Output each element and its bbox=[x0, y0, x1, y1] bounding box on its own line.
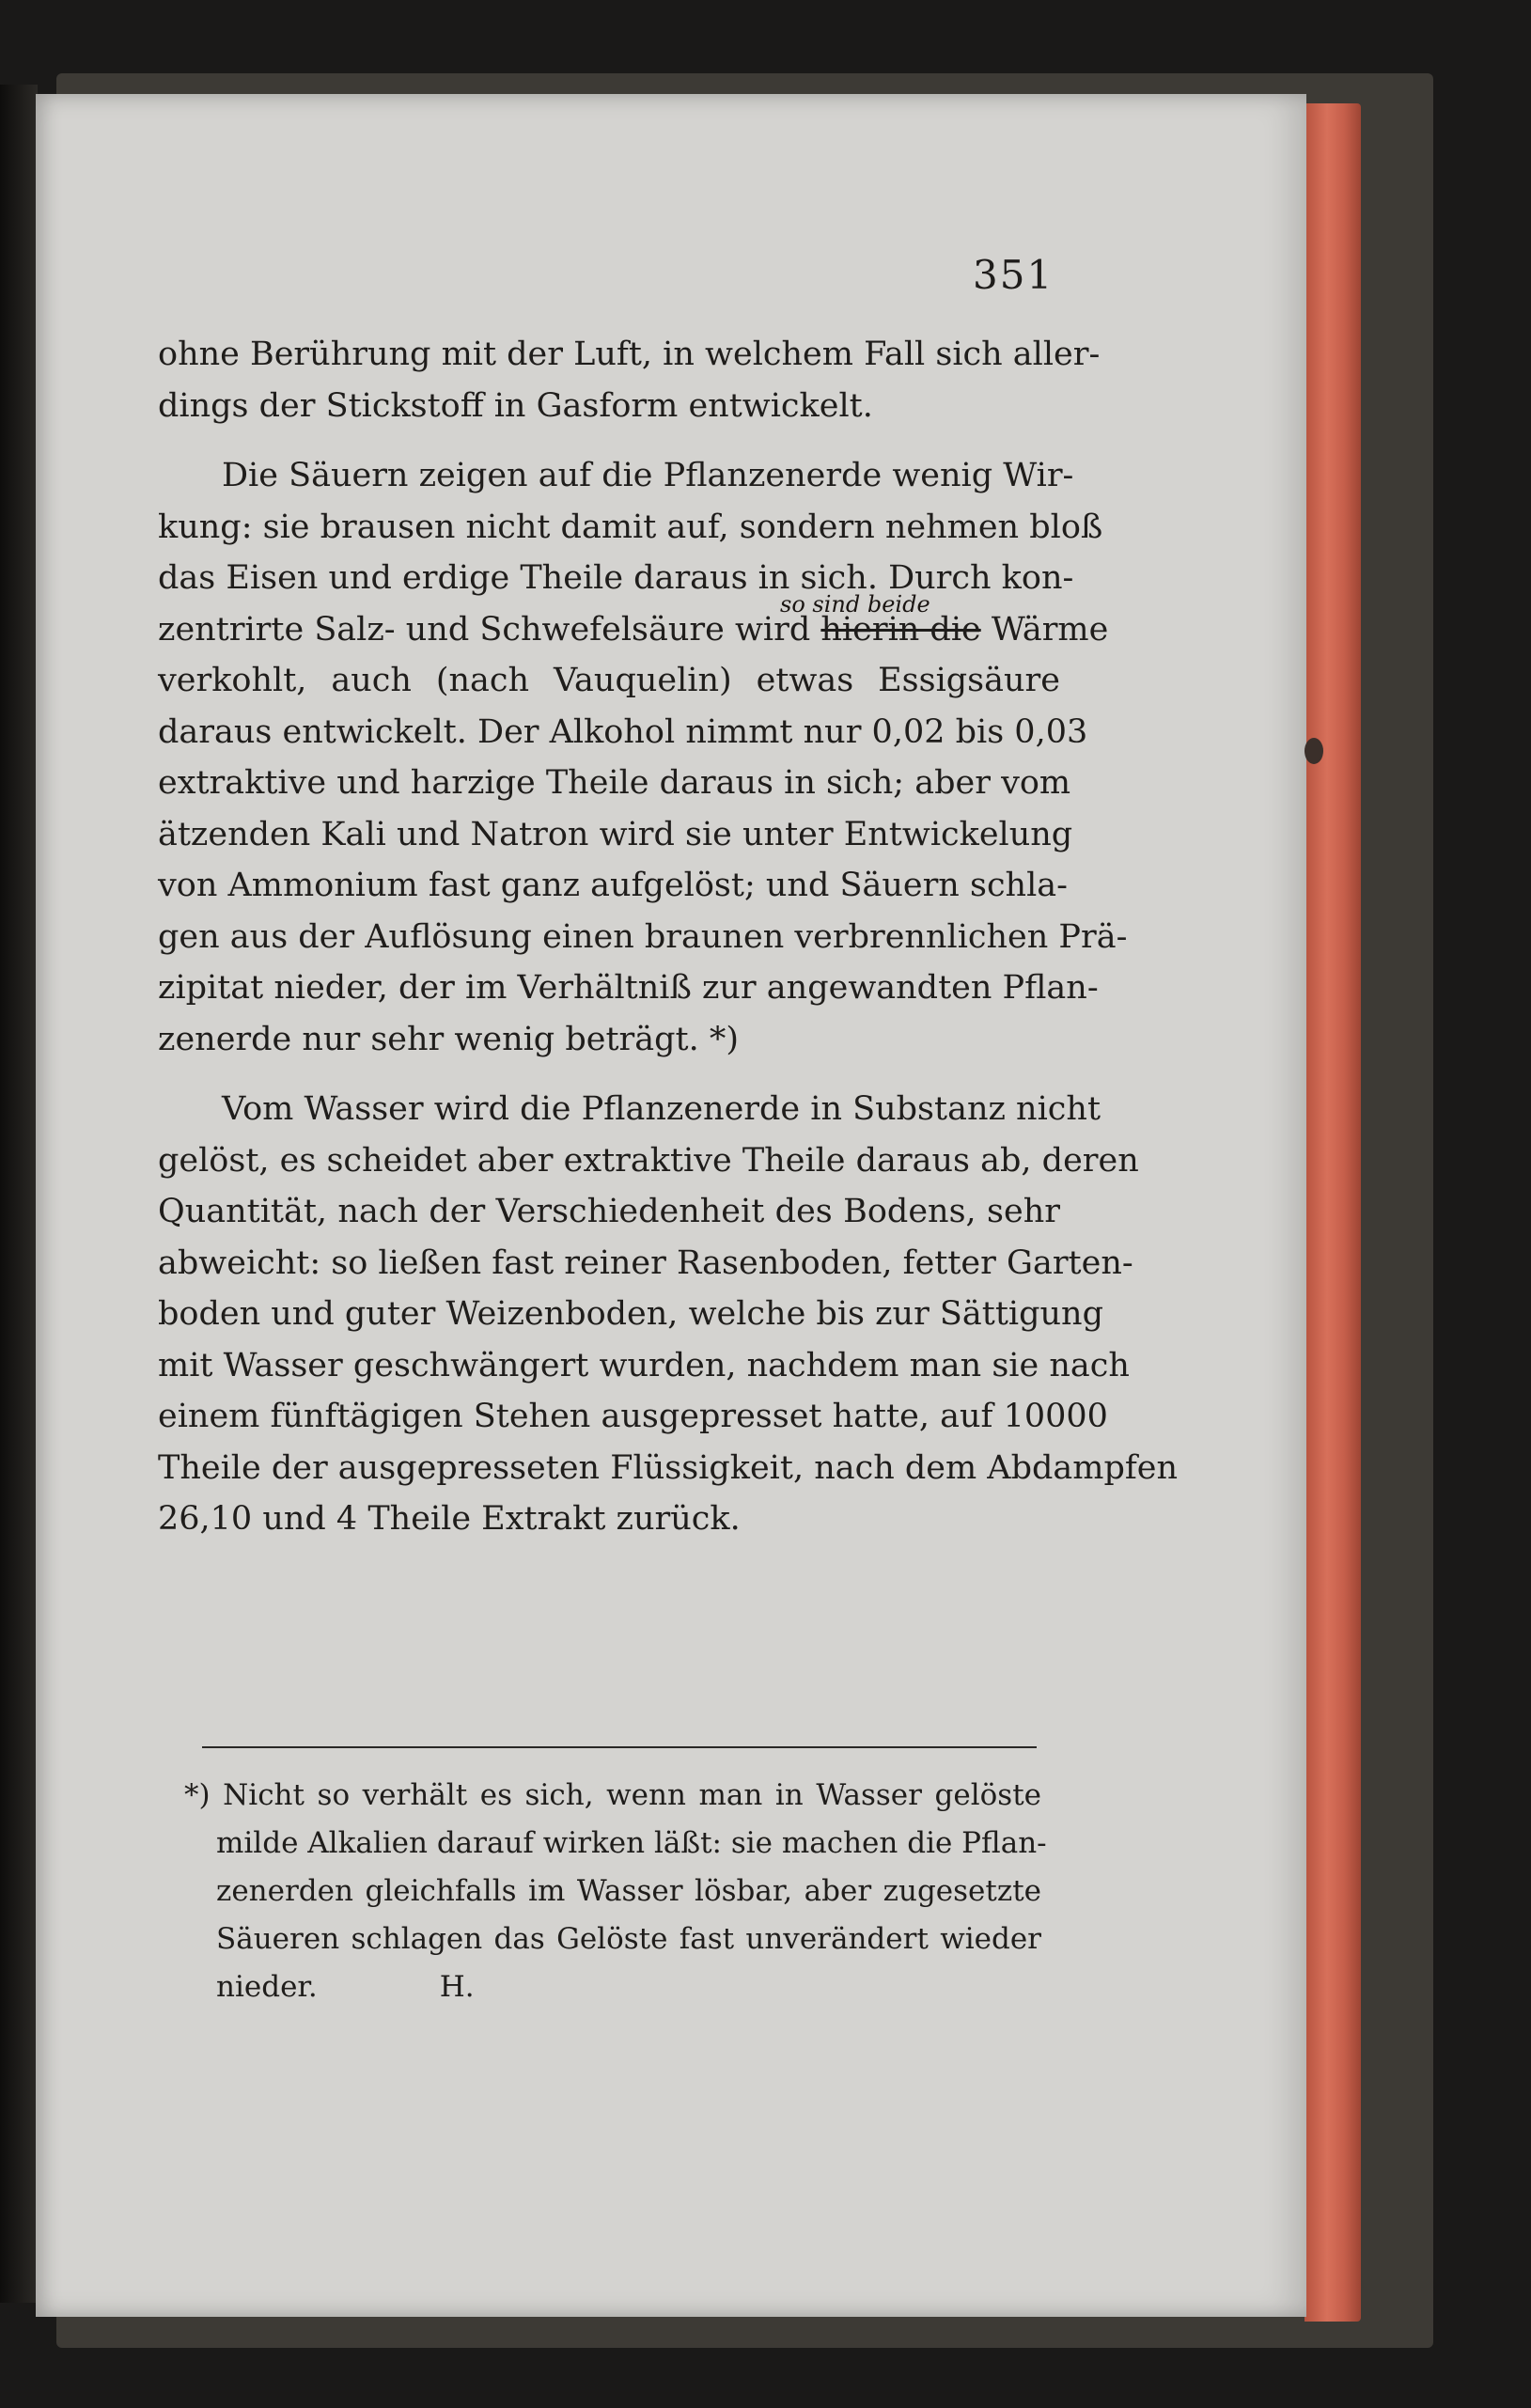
body-line: boden und guter Weizenboden, welche bis zur Sättigung bbox=[158, 1295, 1103, 1333]
body-line: Quantität, nach der Verschiedenheit des Bodens, sehr bbox=[158, 1193, 1060, 1230]
body-line-part: Wärme bbox=[991, 610, 1109, 649]
body-line: zenerde nur sehr wenig beträgt. *) bbox=[158, 1020, 739, 1058]
footnote-line: Säueren schlagen das Gelöste fast unverändert wieder bbox=[216, 1922, 1041, 1956]
paragraph-gap bbox=[158, 1065, 1060, 1084]
footnote-line: milde Alkalien darauf wirken läßt: sie machen die Pflan- bbox=[216, 1826, 1047, 1860]
body-line: einem fünftägigen Stehen ausgepresset hatte, auf 10000 bbox=[158, 1398, 1108, 1435]
body-line: Theile der ausgepresseten Flüssigkeit, nach dem Abdampfen bbox=[158, 1448, 1179, 1487]
body-line: extraktive und harzige Theile daraus in sich; aber vom bbox=[158, 764, 1071, 802]
body-line: mit Wasser geschwängert wurden, nachdem man sie nach bbox=[158, 1346, 1130, 1384]
body-line-part: zentrirte Salz- und Schwefelsäure wird bbox=[158, 610, 811, 649]
body-line: das Eisen und erdige Theile daraus in sich. Durch kon- bbox=[158, 559, 1074, 597]
body-line: ätzenden Kali und Natron wird sie unter Entwickelung bbox=[158, 815, 1073, 853]
body-line: von Ammonium fast ganz aufgelöst; und Säuern schla- bbox=[158, 867, 1068, 904]
body-line: abweicht: so ließen fast reiner Rasenboden, fetter Garten- bbox=[158, 1243, 1133, 1282]
body-line: zipitat nieder, der im Verhältniß zur angewandten Pflan- bbox=[158, 969, 1099, 1007]
handwritten-insertion: so sind beide bbox=[780, 591, 930, 618]
ink-stain bbox=[1304, 738, 1323, 764]
footnote-last-line bbox=[184, 1963, 1041, 2011]
book-spine bbox=[0, 85, 38, 2303]
body-line: dings der Stickstoff in Gasform entwickelt. bbox=[158, 386, 873, 425]
body-text bbox=[158, 329, 1179, 1545]
footnote-line: nieder. bbox=[216, 1970, 318, 2004]
body-line: daraus entwickelt. Der Alkohol nimmt nur 0,02 bis 0,03 bbox=[158, 712, 1088, 751]
red-page-edge bbox=[1304, 103, 1361, 2322]
body-line: gen aus der Auflösung einen braunen verbrennlichen Prä- bbox=[158, 917, 1128, 956]
body-line: 26,10 und 4 Theile Extrakt zurück. bbox=[158, 1500, 741, 1538]
body-line: ohne Berührung mit der Luft, in welchem Fall sich aller- bbox=[158, 336, 1101, 373]
body-line: gelöst, es scheidet aber extraktive Theile daraus ab, deren bbox=[158, 1141, 1139, 1180]
body-line: Die Säuern zeigen auf die Pflanzenerde wenig Wir- bbox=[222, 457, 1074, 494]
footnote-divider bbox=[202, 1746, 1037, 1748]
footnote-line: *) Nicht so verhält es sich, wenn man in Wasser gelöste bbox=[184, 1778, 1041, 1812]
footnote-line: zenerden gleichfalls im Wasser lösbar, aber zugesetzte bbox=[216, 1874, 1041, 1908]
body-line: verkohlt, auch (nach Vauquelin) etwas Essigsäure bbox=[158, 662, 1060, 699]
struck-text: hierin die bbox=[820, 610, 981, 649]
body-line: Vom Wasser wird die Pflanzenerde in Substanz nicht bbox=[222, 1090, 1101, 1128]
footnote bbox=[184, 1772, 1047, 2011]
paragraph-gap bbox=[158, 431, 1060, 450]
footnote-signature: H. bbox=[439, 1970, 475, 2004]
body-line: kung: sie brausen nicht damit auf, sondern nehmen bloß bbox=[158, 508, 1103, 546]
page-number: 351 bbox=[973, 252, 1055, 298]
